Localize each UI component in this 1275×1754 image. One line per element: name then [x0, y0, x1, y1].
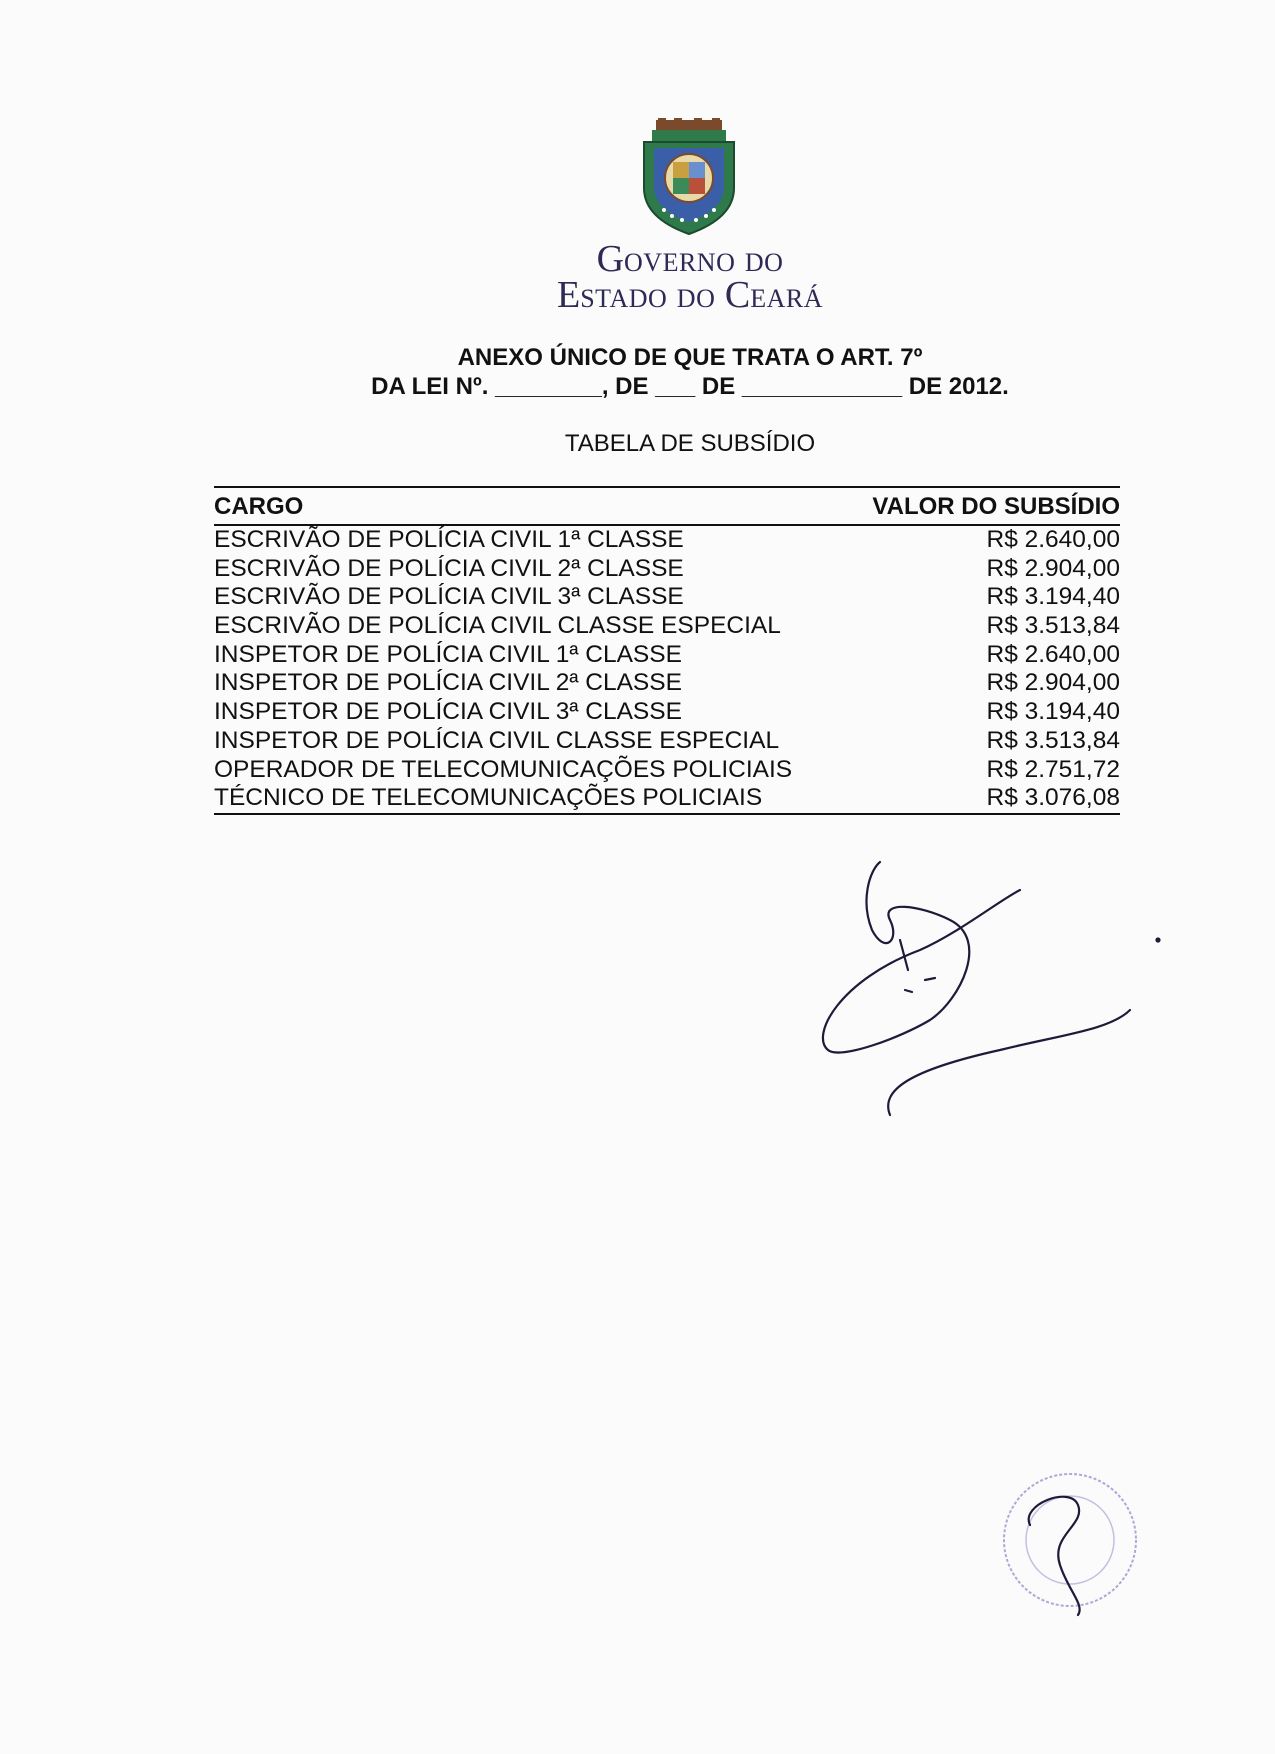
cargo-cell: OPERADOR DE TELECOMUNICAÇÕES POLICIAIS [214, 755, 793, 783]
valor-cell: R$ 2.904,00 [986, 554, 1120, 582]
title-small: DO [744, 248, 784, 277]
valor-cell: R$ 3.076,08 [986, 784, 1120, 812]
anexo-heading-line1: ANEXO ÚNICO DE QUE TRATA O ART. 7º [457, 344, 923, 371]
column-header-cargo: CARGO [214, 493, 304, 520]
table-row [214, 784, 1120, 813]
cargo-cell: INSPETOR DE POLÍCIA CIVIL CLASSE ESPECIAL [214, 726, 780, 754]
title-cap: E [556, 274, 581, 316]
cargo-cell: ESCRIVÃO DE POLÍCIA CIVIL 2ª CLASSE [214, 554, 684, 582]
official-stamp-image [990, 1455, 1150, 1625]
cargo-cell: ESCRIVÃO DE POLÍCIA CIVIL CLASSE ESPECIAL [214, 612, 781, 640]
valor-cell: R$ 2.904,00 [986, 669, 1120, 697]
table-row [214, 669, 1120, 698]
government-title-line1 [430, 240, 950, 278]
table-row [214, 727, 1120, 756]
cargo-cell: INSPETOR DE POLÍCIA CIVIL 1ª CLASSE [214, 640, 682, 668]
government-title-line2 [430, 276, 950, 314]
cargo-cell: INSPETOR DE POLÍCIA CIVIL 3ª CLASSE [214, 698, 682, 726]
valor-cell: R$ 3.194,40 [986, 583, 1120, 611]
subsidy-table [214, 486, 1120, 815]
title-cap: C [724, 274, 751, 316]
table-row [214, 612, 1120, 641]
signature-image [800, 860, 1180, 1130]
cargo-cell: ESCRIVÃO DE POLÍCIA CIVIL 3ª CLASSE [214, 583, 684, 611]
title-rest: STADO [580, 284, 668, 313]
valor-cell: R$ 2.751,72 [986, 755, 1120, 783]
valor-cell: R$ 3.513,84 [986, 726, 1120, 754]
column-header-valor: VALOR DO SUBSÍDIO [872, 493, 1120, 520]
valor-cell: R$ 2.640,00 [986, 526, 1120, 553]
cargo-cell: ESCRIVÃO DE POLÍCIA CIVIL 1ª CLASSE [214, 526, 684, 553]
table-row [214, 756, 1120, 785]
title-small: DO [676, 284, 716, 313]
title-rest: OVERNO [624, 248, 736, 277]
anexo-heading-line2: DA LEI Nº. ________, DE ___ DE ____________ DE 2012. [371, 373, 1009, 400]
table-row [214, 583, 1120, 612]
table-title: TABELA DE SUBSÍDIO [564, 430, 816, 457]
title-rest: EARÁ [750, 284, 823, 313]
coat-of-arms-icon [638, 118, 740, 236]
valor-cell: R$ 3.513,84 [986, 612, 1120, 640]
table-row [214, 698, 1120, 727]
table-row [214, 641, 1120, 670]
title-cap: G [596, 238, 625, 280]
valor-cell: R$ 2.640,00 [986, 640, 1120, 668]
valor-cell: R$ 3.194,40 [986, 698, 1120, 726]
table-row [214, 555, 1120, 584]
cargo-cell: TÉCNICO DE TELECOMUNICAÇÕES POLICIAIS [214, 784, 763, 812]
table-row [214, 526, 1120, 555]
table-header [214, 488, 1120, 526]
cargo-cell: INSPETOR DE POLÍCIA CIVIL 2ª CLASSE [214, 669, 682, 697]
